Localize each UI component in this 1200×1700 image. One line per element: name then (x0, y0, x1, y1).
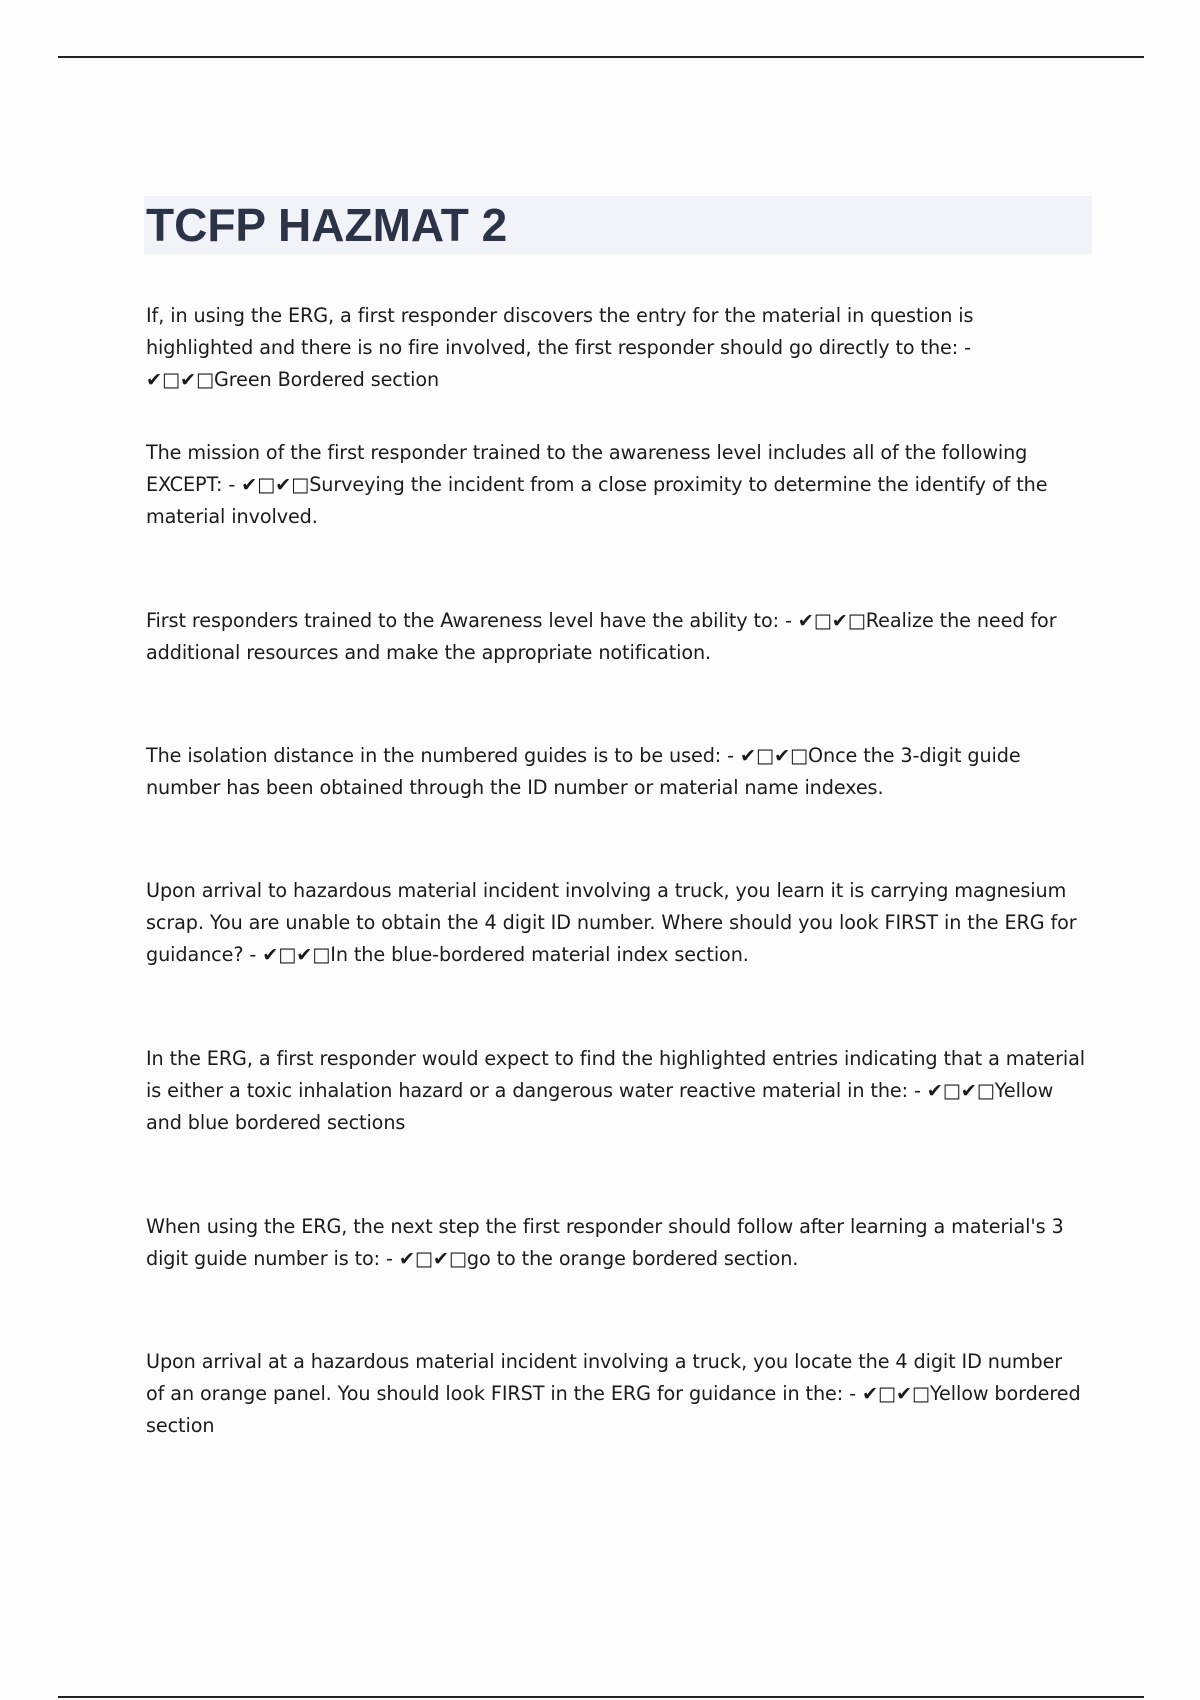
check-mark-icon: ✔□✔□ (861, 1382, 930, 1405)
top-rule (58, 56, 1144, 58)
check-mark-icon: ✔□✔□ (398, 1247, 467, 1270)
question-text: The isolation distance in the numbered guides is to be used: (146, 744, 722, 767)
check-mark-icon: ✔□✔□ (262, 943, 331, 966)
answer-text: Green Bordered section (214, 368, 440, 391)
check-mark-icon: ✔□✔□ (926, 1079, 995, 1102)
check-mark-icon: ✔□✔□ (146, 368, 215, 391)
qa-item-4: The isolation distance in the numbered guides is to be used: - ✔□✔□Once the 3-digit guide number has been obtained through the ID number or material name indexes. (146, 744, 1021, 799)
question-text: When using the ERG, the next step the first responder should follow after learning a material's 3 digit guide number is to: (146, 1215, 1064, 1270)
answer-text: Surveying the incident from a close proximity to determine the identify of the material involved. (146, 473, 1048, 528)
answer-text: Yellow and blue bordered sections (146, 1079, 1054, 1134)
question-text: If, in using the ERG, a first responder discovers the entry for the material in question is highlighted and there is no fire involved, the first responder should go directly to the: (146, 304, 974, 359)
question-text: Upon arrival to hazardous material incident involving a truck, you learn it is carrying magnesium scrap. You are unable to obtain the 4 digit ID number. Where should you look FIRST in the ERG for guidance? (146, 879, 1077, 966)
qa-item-8: Upon arrival at a hazardous material incident involving a truck, you locate the 4 digit ID number of an orange panel. You should look FIRST in the ERG for guidance in the: - ✔□✔□Yellow bordered section (146, 1350, 1081, 1437)
bottom-rule (58, 1696, 1144, 1698)
question-text: First responders trained to the Awareness level have the ability to: (146, 609, 779, 632)
qa-item-2: The mission of the first responder trained to the awareness level includes all of the following EXCEPT: - ✔□✔□Surveying the incident from a close proximity to determine the identify of the material involved. (146, 441, 1048, 528)
answer-text: Yellow bordered section (146, 1382, 1081, 1437)
answer-text: In the blue-bordered material index section. (330, 943, 749, 966)
question-text: In the ERG, a first responder would expect to find the highlighted entries indicating that a material is either a toxic inhalation hazard or a dangerous water reactive material in the: (146, 1047, 1086, 1102)
qa-item-5: Upon arrival to hazardous material incident involving a truck, you learn it is carrying magnesium scrap. You are unable to obtain the 4 digit ID number. Where should you look FIRST in the ERG for guidance? - ✔□✔□In the blue-bordered material index section. (146, 879, 1077, 966)
qa-item-3: First responders trained to the Awareness level have the ability to: - ✔□✔□Realize the need for additional resources and make the appropriate notification. (146, 609, 1057, 664)
qa-item-6: In the ERG, a first responder would expect to find the highlighted entries indicating that a material is either a toxic inhalation hazard or a dangerous water reactive material in the: - ✔□✔□Yellow and blue bordered sections (146, 1047, 1086, 1134)
check-mark-icon: ✔□✔□ (241, 473, 310, 496)
question-text: Upon arrival at a hazardous material incident involving a truck, you locate the 4 digit ID number of an orange panel. You should look FIRST in the ERG for guidance in the: (146, 1350, 1063, 1405)
question-text: The mission of the first responder trained to the awareness level includes all of the following EXCEPT: (146, 441, 1028, 496)
qa-item-7: When using the ERG, the next step the first responder should follow after learning a material's 3 digit guide number is to: - ✔□✔□go to the orange bordered section. (146, 1215, 1064, 1270)
check-mark-icon: ✔□✔□ (739, 744, 808, 767)
answer-text: go to the orange bordered section. (466, 1247, 799, 1270)
document-title: TCFP HAZMAT 2 (146, 199, 508, 251)
answer-text: Once the 3-digit guide number has been obtained through the ID number or material name indexes. (146, 744, 1021, 799)
qa-item-1: If, in using the ERG, a first responder discovers the entry for the material in question is highlighted and there is no fire involved, the first responder should go directly to the: - ✔□✔□Green Bordered section (146, 304, 974, 391)
check-mark-icon: ✔□✔□ (797, 609, 866, 632)
answer-text: Realize the need for additional resources and make the appropriate notification. (146, 609, 1057, 664)
